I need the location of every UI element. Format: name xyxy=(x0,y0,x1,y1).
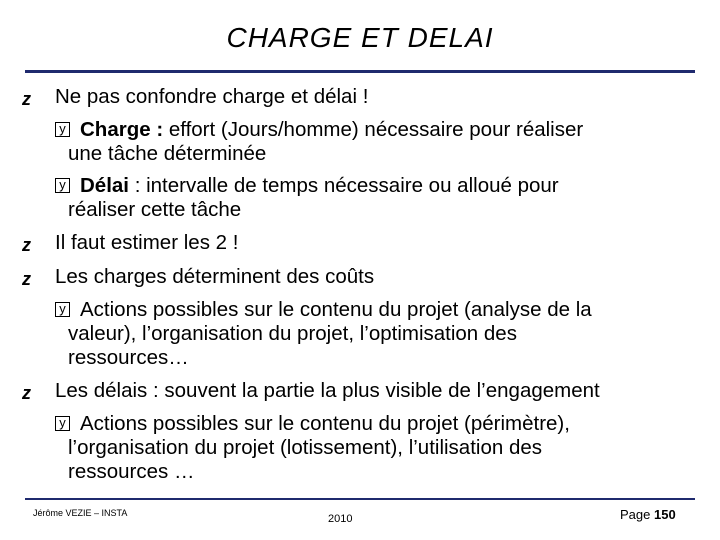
sub-bullet-delais xyxy=(22,412,702,484)
checkbox-y-icon: y xyxy=(55,178,70,193)
sub-bullet-couts-text: Actions possibles sur le contenu du projet (analyse de la xyxy=(80,298,592,321)
checkbox-y-icon: y xyxy=(55,122,70,137)
footer-author: Jérôme VEZIE – INSTA xyxy=(33,508,128,518)
bullet-1-text: Ne pas confondre charge et délai ! xyxy=(55,85,369,108)
bullet-1 xyxy=(22,84,702,109)
term-charge: Charge : xyxy=(80,118,164,141)
top-divider xyxy=(25,70,695,73)
page-label: Page xyxy=(620,507,651,522)
sub-bullet-charge-text-2: une tâche déterminée xyxy=(68,142,267,165)
checkbox-y-icon: y xyxy=(55,416,70,431)
z-bullet-icon: z xyxy=(22,89,31,109)
bullet-3-text: Les charges déterminent des coûts xyxy=(55,265,375,288)
slide-content xyxy=(22,84,702,492)
sub-bullet-delais-text-2: l’organisation du projet (lotissement), l’utilisation des xyxy=(68,436,543,459)
sub-bullet-couts-text-2: valeur), l’organisation du projet, l’optimisation des xyxy=(68,322,517,345)
term-delai: Délai xyxy=(80,174,129,197)
page-number xyxy=(620,507,676,522)
sub-bullet-charge-text: effort (Jours/homme) nécessaire pour réaliser xyxy=(168,118,584,141)
bullet-2 xyxy=(22,230,702,255)
page-number-value: 150 xyxy=(654,507,676,522)
bullet-3 xyxy=(22,264,702,289)
bullet-4 xyxy=(22,378,702,403)
checkbox-y-icon: y xyxy=(55,302,70,317)
bullet-2-text: Il faut estimer les 2 ! xyxy=(55,231,239,254)
sub-bullet-delais-text: Actions possibles sur le contenu du projet (périmètre), xyxy=(80,412,570,435)
z-bullet-icon: z xyxy=(22,269,31,289)
bullet-4-text: Les délais : souvent la partie la plus visible de l’engagement xyxy=(55,379,600,402)
footer-year: 2010 xyxy=(328,513,353,525)
sub-bullet-charge xyxy=(22,118,702,166)
z-bullet-icon: z xyxy=(22,383,31,403)
sub-bullet-delai-text: : intervalle de temps nécessaire ou alloué pour xyxy=(134,174,559,197)
sub-bullet-delai xyxy=(22,174,702,222)
z-bullet-icon: z xyxy=(22,235,31,255)
sub-bullet-delai-text-2: réaliser cette tâche xyxy=(68,198,242,221)
sub-bullet-couts-text-3: ressources… xyxy=(68,346,189,369)
slide-title: CHARGE ET DELAI xyxy=(226,22,494,53)
sub-bullet-couts xyxy=(22,298,702,370)
bottom-divider xyxy=(25,498,695,500)
sub-bullet-delais-text-3: ressources … xyxy=(68,460,195,483)
